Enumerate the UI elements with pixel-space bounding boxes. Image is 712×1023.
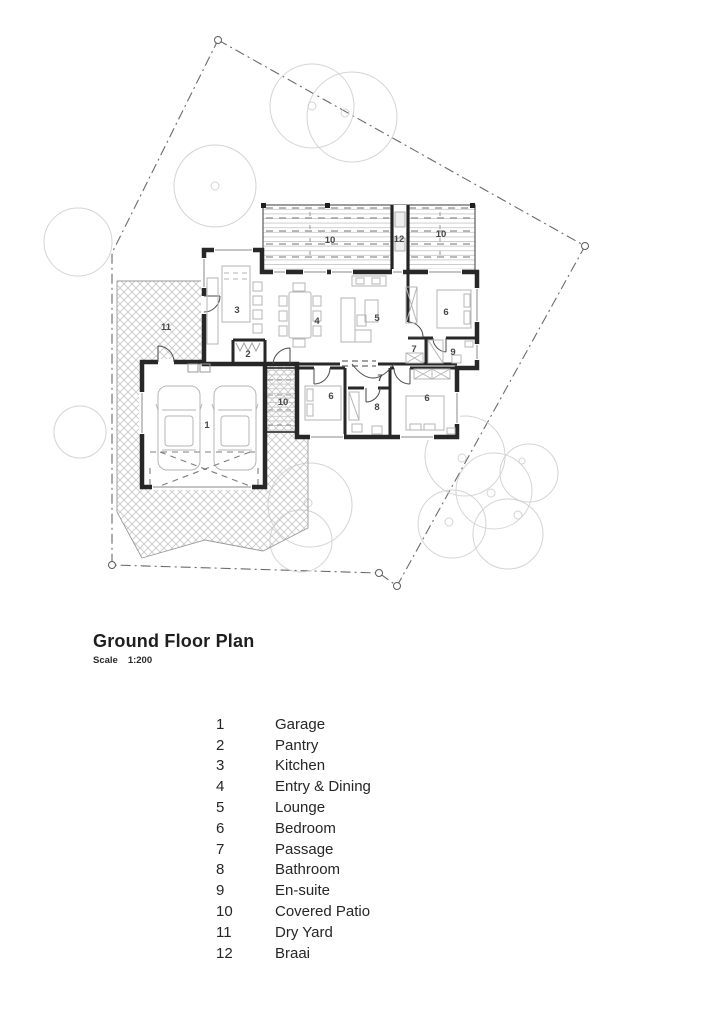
legend-row <box>216 880 371 901</box>
legend-list <box>216 714 371 964</box>
legend-label: Entry & Dining <box>275 778 371 796</box>
legend-label: Passage <box>275 840 334 858</box>
room-number-label: 10 <box>324 235 336 246</box>
legend-number: 6 <box>216 819 225 837</box>
room-number-label: 11 <box>160 322 172 333</box>
legend-row <box>216 714 371 735</box>
room-number-label: 9 <box>450 347 456 358</box>
room-number-label: 2 <box>245 349 251 360</box>
legend-row <box>216 818 371 839</box>
room-number-label: 1 <box>204 420 210 431</box>
scale-value: 1:200 <box>127 655 153 666</box>
room-number-label: 5 <box>374 313 380 324</box>
legend-number: 7 <box>216 840 225 858</box>
legend-label: Garage <box>275 715 326 733</box>
legend-label: Lounge <box>275 799 326 817</box>
legend-row <box>216 735 371 756</box>
legend-row <box>216 943 371 964</box>
legend-number: 11 <box>216 923 232 941</box>
legend-number: 1 <box>216 715 225 733</box>
legend-label: Pantry <box>275 736 319 754</box>
legend-label: Covered Patio <box>275 903 371 921</box>
room-number-label: 10 <box>435 229 447 240</box>
page-title: Ground Floor Plan <box>93 631 255 651</box>
room-number-label: 6 <box>328 391 334 402</box>
legend-label: Kitchen <box>275 757 326 775</box>
legend-row <box>216 901 371 922</box>
legend-row <box>216 922 371 943</box>
scale-label: Scale <box>93 655 118 666</box>
legend-label: Braai <box>275 944 311 962</box>
legend-number: 5 <box>216 799 225 817</box>
legend-label: En-suite <box>275 882 331 900</box>
room-number-label: 12 <box>393 234 405 245</box>
room-number-label: 7 <box>411 344 417 355</box>
legend-label: Bathroom <box>275 861 341 879</box>
room-number-label: 10 <box>277 397 289 408</box>
legend-number: 8 <box>216 861 225 879</box>
legend-row <box>216 839 371 860</box>
room-number-label: 7 <box>377 373 383 384</box>
room-number-label: 6 <box>443 307 449 318</box>
legend-row <box>216 860 371 881</box>
room-number-label: 4 <box>314 316 320 327</box>
room-number-label: 6 <box>424 393 430 404</box>
room-number-label: 3 <box>234 305 240 316</box>
legend-row <box>216 776 371 797</box>
legend-row <box>216 756 371 777</box>
legend-row <box>216 797 371 818</box>
legend-number: 3 <box>216 757 225 775</box>
legend-number: 9 <box>216 882 225 900</box>
title-block <box>93 631 254 666</box>
room-number-label: 8 <box>374 402 380 413</box>
legend-label: Dry Yard <box>275 923 333 941</box>
legend-label: Bedroom <box>275 819 336 837</box>
legend-number: 10 <box>216 903 233 921</box>
legend-number: 4 <box>216 778 225 796</box>
scale-note <box>93 655 254 666</box>
legend-number: 2 <box>216 736 225 754</box>
legend-number: 12 <box>216 944 233 962</box>
